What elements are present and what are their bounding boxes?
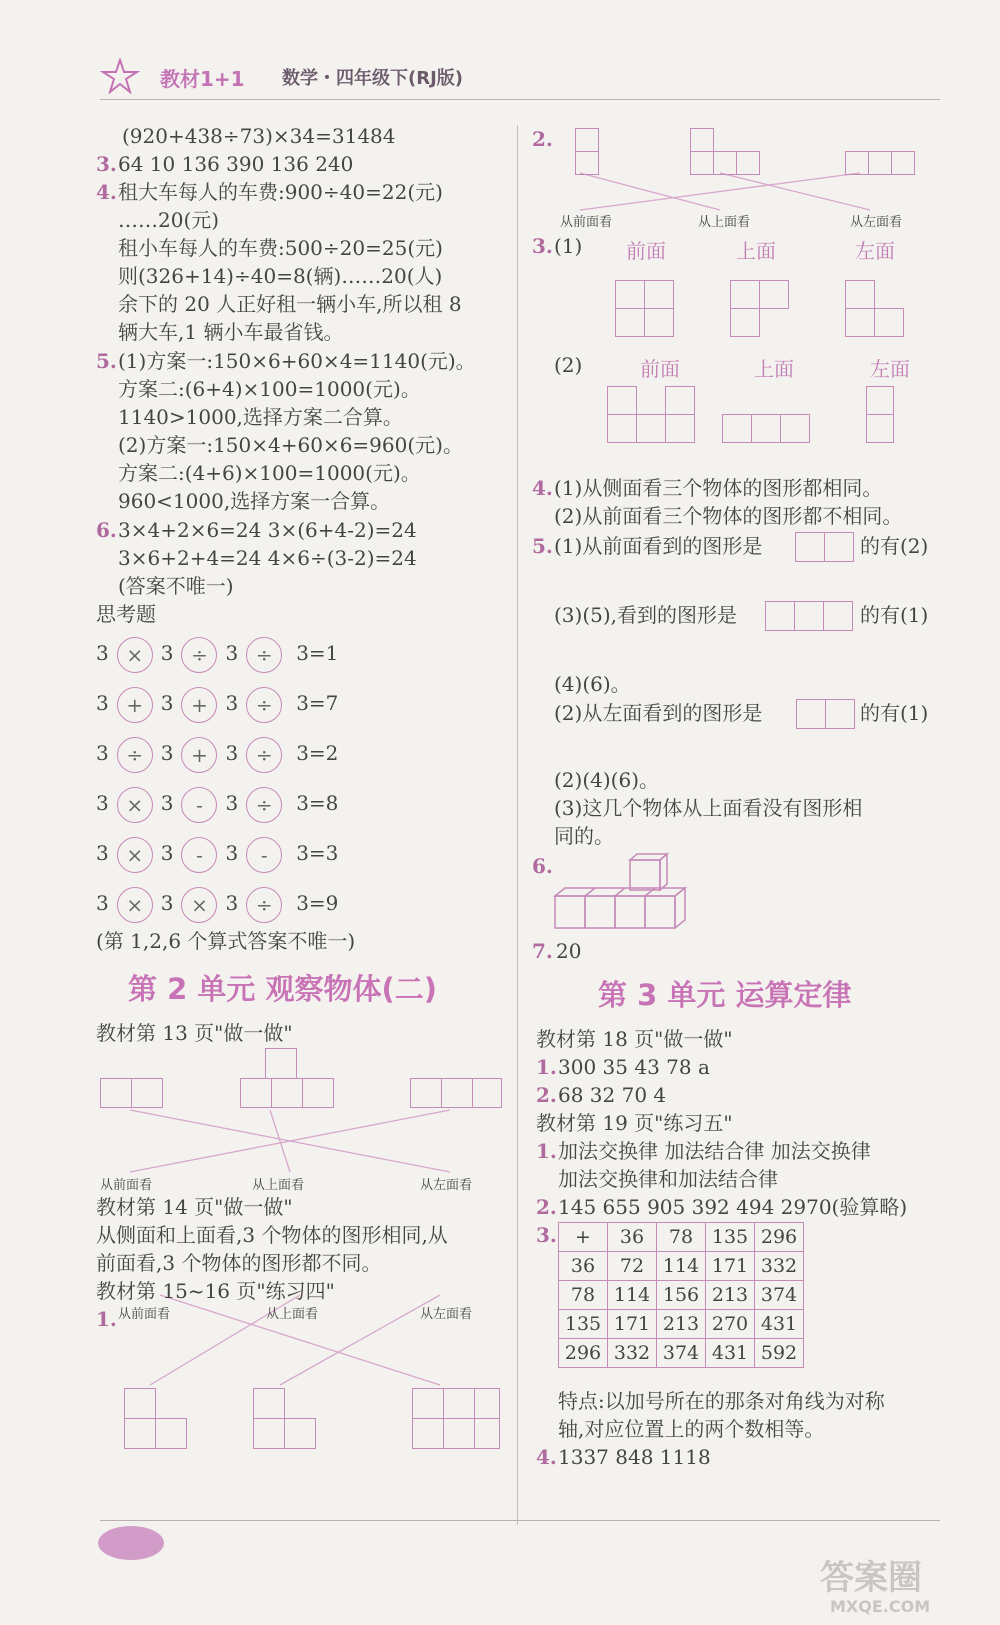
view-label: 左面 <box>855 239 895 263</box>
item-number: 3. <box>96 152 117 176</box>
shape-cell <box>765 601 795 631</box>
line: 教材第 19 页"练习五" <box>536 1111 733 1135</box>
item-number: 4. <box>96 180 117 204</box>
line: 300 35 43 78 a <box>558 1055 710 1079</box>
shape-cell <box>824 532 854 562</box>
operator-circle: - <box>181 837 217 873</box>
shape-cell <box>474 1418 500 1449</box>
item-number: 5. <box>96 349 117 373</box>
shape-cell <box>795 532 825 562</box>
operator-circle: + <box>181 737 217 773</box>
view-label: 上面 <box>736 239 776 263</box>
view-label: 上面 <box>754 357 794 381</box>
result: 3=8 <box>296 791 339 815</box>
footer-rule <box>100 1520 940 1521</box>
shape-cell <box>474 1388 500 1419</box>
table-cell: 296 <box>559 1339 608 1368</box>
view-top-label: 从上面看 <box>252 1178 305 1193</box>
shape-cell <box>607 386 637 415</box>
table-cell: 36 <box>559 1252 608 1281</box>
shape-cell <box>615 280 645 309</box>
shape-cell <box>874 308 904 337</box>
operand: 3 <box>225 641 239 665</box>
operator-circle: × <box>117 637 153 673</box>
item-number: 2. <box>536 1083 557 1107</box>
operator-circle: × <box>117 837 153 873</box>
operator-circle: ÷ <box>117 737 153 773</box>
operand: 3 <box>96 841 109 865</box>
line: 1140>1000,选择方案二合算。 <box>118 405 403 429</box>
line: (2)(4)(6)。 <box>554 768 659 792</box>
view-label: 前面 <box>626 239 666 263</box>
line: (答案不唯一) <box>118 574 234 598</box>
table-cell: 135 <box>706 1223 755 1252</box>
addition-table <box>558 1222 804 1368</box>
shape-cell <box>713 151 737 175</box>
unit2-title: 第 2 单元 观察物体(二) <box>128 972 437 1006</box>
operand: 3 <box>160 891 174 915</box>
shape-cell <box>575 151 599 175</box>
line: (3)(5),看到的图形是 <box>554 603 738 627</box>
result: 3=1 <box>296 641 339 665</box>
line: 从侧面和上面看,3 个物体的图形相同,从 <box>96 1223 448 1247</box>
line: (3)这几个物体从上面看没有图形相 <box>554 796 863 820</box>
shape-cell <box>759 280 789 309</box>
line: 教材第 13 页"做一做" <box>96 1021 293 1045</box>
operand: 3 <box>225 841 239 865</box>
operator-circle: × <box>117 887 153 923</box>
operator-circle: + <box>117 687 153 723</box>
line: 前面看,3 个物体的图形都不同。 <box>96 1251 382 1275</box>
shape-cell <box>796 699 826 729</box>
table-cell: 296 <box>755 1223 804 1252</box>
line: 加法交换律 加法结合律 加法交换律 <box>558 1139 871 1163</box>
line: 64 10 136 390 136 240 <box>118 152 354 176</box>
table-cell: 135 <box>559 1310 608 1339</box>
view-left-label: 从左面看 <box>420 1178 473 1193</box>
shape-cell <box>412 1418 444 1449</box>
operator-circle: ÷ <box>246 787 282 823</box>
table-cell: 171 <box>706 1252 755 1281</box>
line: (1)从侧面看三个物体的图形都相同。 <box>554 476 883 500</box>
result: 3=9 <box>296 891 339 915</box>
shape-cell <box>825 699 855 729</box>
table-cell: 114 <box>657 1252 706 1281</box>
operator-circle: - <box>246 837 282 873</box>
line: 租大车每人的车费:900÷40=22(元) <box>118 180 443 204</box>
shape-cell <box>690 128 714 152</box>
line: 辆大车,1 辆小车最省钱。 <box>118 320 344 344</box>
shape-cell <box>284 1418 316 1449</box>
shape-cell <box>823 601 853 631</box>
operator-circle: ÷ <box>181 637 217 673</box>
shape-cell <box>665 386 695 415</box>
view-front-label: 从前面看 <box>118 1307 171 1322</box>
shape-cell <box>722 414 752 443</box>
view-top-label: 从上面看 <box>698 215 751 230</box>
operator-circle: ÷ <box>246 737 282 773</box>
item-number: 6. <box>532 854 553 878</box>
line: 特点:以加号所在的那条对角线为对称 <box>558 1389 885 1413</box>
shape-cell <box>751 414 781 443</box>
operand: 3 <box>225 691 239 715</box>
table-cell: 78 <box>559 1281 608 1310</box>
section-label: 思考题 <box>96 602 156 626</box>
line: 方案二:(6+4)×100=1000(元)。 <box>118 377 421 401</box>
watermark-url: MXQE.COM <box>830 1597 931 1616</box>
result: 3=3 <box>296 841 339 865</box>
shape-cell <box>891 151 915 175</box>
table-cell: + <box>559 1223 608 1252</box>
view-left-label: 从左面看 <box>420 1307 473 1322</box>
operator-circle: ÷ <box>246 637 282 673</box>
shape-cell <box>124 1418 156 1449</box>
item-number: 3. <box>536 1223 557 1247</box>
shape-cell <box>866 414 894 443</box>
table-cell: 171 <box>608 1310 657 1339</box>
operand: 3 <box>96 891 109 915</box>
line: (2)从左面看到的图形是 <box>554 701 763 725</box>
line: 的有(1) <box>860 603 929 627</box>
table-row <box>559 1339 804 1368</box>
operand: 3 <box>96 741 109 765</box>
item-number: 1. <box>536 1139 557 1163</box>
line: 教材第 15~16 页"练习四" <box>96 1279 335 1303</box>
operand: 3 <box>225 891 239 915</box>
shape-cell <box>253 1388 285 1419</box>
item-number: 4. <box>536 1445 557 1469</box>
operand: 3 <box>225 791 239 815</box>
shape-cell <box>868 151 892 175</box>
item-number: 7. <box>532 939 553 963</box>
item-number: 5. <box>532 534 553 558</box>
operator-circle: × <box>117 787 153 823</box>
shape-cell <box>155 1418 187 1449</box>
shape-cell <box>124 1388 156 1419</box>
line: 加法交换律和加法结合律 <box>558 1167 778 1191</box>
note: (第 1,2,6 个算式答案不唯一) <box>96 929 356 953</box>
operand: 3 <box>160 791 174 815</box>
table-cell: 270 <box>706 1310 755 1339</box>
item-number: 3. <box>532 234 553 258</box>
line: 租小车每人的车费:500÷20=25(元) <box>118 236 443 260</box>
line: (1)方案一:150×6+60×4=1140(元)。 <box>118 349 476 373</box>
item-number: 1. <box>96 1307 117 1331</box>
shape-cell <box>575 128 599 152</box>
view-top-label: 从上面看 <box>266 1307 319 1322</box>
line: 方案二:(4+6)×100=1000(元)。 <box>118 461 421 485</box>
line: (1)从前面看到的图形是 <box>554 534 763 558</box>
view-label: 前面 <box>640 357 680 381</box>
table-cell: 332 <box>755 1252 804 1281</box>
line: 的有(2) <box>860 534 929 558</box>
table-cell: 213 <box>657 1310 706 1339</box>
shape-cell <box>845 151 869 175</box>
shape-cell <box>412 1388 444 1419</box>
result: 3=2 <box>296 741 339 765</box>
line: 轴,对应位置上的两个数相等。 <box>558 1417 825 1441</box>
view-label: 左面 <box>870 357 910 381</box>
line: (1) <box>554 234 583 258</box>
table-cell: 431 <box>755 1310 804 1339</box>
table-cell: 374 <box>755 1281 804 1310</box>
line: 960<1000,选择方案一合算。 <box>118 489 391 513</box>
unit3-title: 第 3 单元 运算定律 <box>598 978 852 1012</box>
item-number: 2. <box>532 127 553 151</box>
line: 余下的 20 人正好租一辆小车,所以租 8 <box>118 292 462 316</box>
line: (920+438÷73)×34=31484 <box>122 124 396 148</box>
operator-circle: - <box>181 787 217 823</box>
line: 则(326+14)÷40=8(辆)……20(人) <box>118 264 443 288</box>
line: 20 <box>556 939 582 963</box>
operand: 3 <box>160 841 174 865</box>
table-cell: 374 <box>657 1339 706 1368</box>
table-row <box>559 1223 804 1252</box>
shape-cell <box>780 414 810 443</box>
table-row <box>559 1281 804 1310</box>
line: 68 32 70 4 <box>558 1083 667 1107</box>
shape-cell <box>730 280 760 309</box>
table-cell: 114 <box>608 1281 657 1310</box>
shape-cell <box>607 414 637 443</box>
line: (4)(6)。 <box>554 672 631 696</box>
operand: 3 <box>96 791 109 815</box>
page-badge-icon <box>98 1526 164 1560</box>
line: 3×4+2×6=24 3×(6+4-2)=24 <box>118 518 417 542</box>
line: 1337 848 1118 <box>558 1445 711 1469</box>
shape-cell <box>845 280 875 309</box>
header-brand: 教材1+1 <box>160 67 245 91</box>
shape-cell <box>690 151 714 175</box>
shape-cell <box>866 386 894 415</box>
line: 教材第 18 页"做一做" <box>536 1027 733 1051</box>
line: 同的。 <box>554 824 614 848</box>
line: 教材第 14 页"做一做" <box>96 1195 293 1219</box>
shape-cell <box>665 414 695 443</box>
table-row <box>559 1252 804 1281</box>
line: (2) <box>554 353 583 377</box>
shape-cell <box>644 308 674 337</box>
shape-cell <box>736 151 760 175</box>
view-front-label: 从前面看 <box>560 215 613 230</box>
shape-cell <box>443 1418 475 1449</box>
line: 145 655 905 392 494 2970(验算略) <box>558 1195 908 1219</box>
operand: 3 <box>160 741 174 765</box>
result: 3=7 <box>296 691 339 715</box>
shape-cell <box>644 280 674 309</box>
operator-circle: ÷ <box>246 887 282 923</box>
table-cell: 431 <box>706 1339 755 1368</box>
shape-cell <box>794 601 824 631</box>
table-cell: 36 <box>608 1223 657 1252</box>
view-front-label: 从前面看 <box>100 1178 153 1193</box>
shape-cell <box>253 1418 285 1449</box>
watermark: 答案圈 <box>820 1558 922 1598</box>
shape-cell <box>615 308 645 337</box>
operand: 3 <box>96 691 109 715</box>
table-cell: 156 <box>657 1281 706 1310</box>
header-subtitle: 数学・四年级下(RJ版) <box>282 68 464 89</box>
table-cell: 213 <box>706 1281 755 1310</box>
table-cell: 78 <box>657 1223 706 1252</box>
operand: 3 <box>160 641 174 665</box>
shape-cell <box>443 1388 475 1419</box>
item-number: 4. <box>532 476 553 500</box>
table-cell: 592 <box>755 1339 804 1368</box>
line: ……20(元) <box>118 208 220 232</box>
shape-cell <box>636 414 666 443</box>
operator-circle: ÷ <box>246 687 282 723</box>
item-number: 6. <box>96 518 117 542</box>
table-cell: 72 <box>608 1252 657 1281</box>
operator-circle: + <box>181 687 217 723</box>
item-number: 2. <box>536 1195 557 1219</box>
operand: 3 <box>96 641 109 665</box>
operand: 3 <box>225 741 239 765</box>
item-number: 1. <box>536 1055 557 1079</box>
cube-drawing <box>555 850 715 932</box>
view-left-label: 从左面看 <box>850 215 903 230</box>
line: 3×6+2+4=24 4×6÷(3-2)=24 <box>118 546 417 570</box>
shape-cell <box>845 308 875 337</box>
table-row <box>559 1310 804 1339</box>
line: (2)从前面看三个物体的图形都不相同。 <box>554 504 903 528</box>
table-cell: 332 <box>608 1339 657 1368</box>
line: (2)方案一:150×4+60×6=960(元)。 <box>118 433 463 457</box>
operator-circle: × <box>181 887 217 923</box>
line: 的有(1) <box>860 701 929 725</box>
operand: 3 <box>160 691 174 715</box>
shape-cell <box>730 308 760 337</box>
